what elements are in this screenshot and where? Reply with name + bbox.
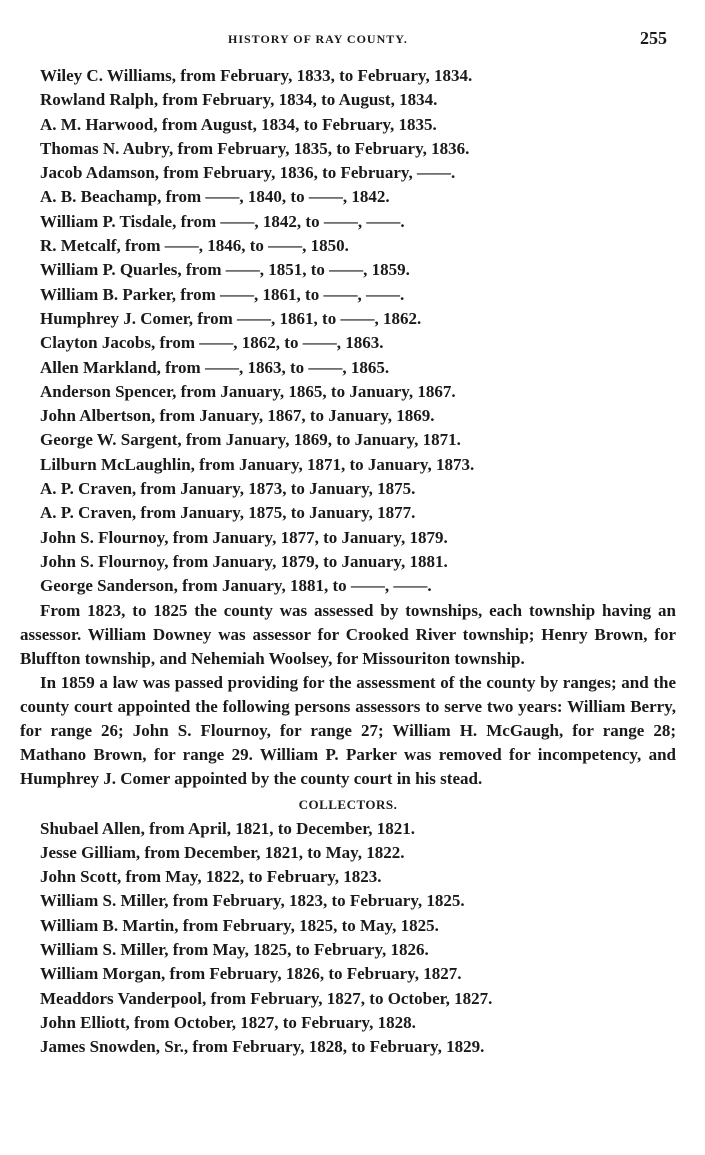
list-item: George W. Sargent, from January, 1869, to January, 1871.: [40, 430, 461, 450]
list-item: Rowland Ralph, from February, 1834, to August, 1834.: [40, 90, 438, 110]
list-item: Shubael Allen, from April, 1821, to December, 1821.: [40, 818, 415, 838]
list-item: James Snowden, Sr., from February, 1828, to February, 1829.: [40, 1037, 485, 1057]
list-item: A. P. Craven, from January, 1875, to January, 1877.: [40, 503, 416, 523]
list-item: R. Metcalf, from ——, 1846, to ——, 1850.: [40, 236, 349, 256]
list-item: Thomas N. Aubry, from February, 1835, to February, 1836.: [40, 138, 470, 158]
list-item: William S. Miller, from May, 1825, to February, 1826.: [40, 940, 429, 960]
list-item: Anderson Spencer, from January, 1865, to January, 1867.: [40, 381, 456, 401]
list-item: William P. Tisdale, from ——, 1842, to ——, ——.: [40, 211, 405, 231]
list-item: William P. Quarles, from ——, 1851, to ——, 1859.: [40, 260, 410, 280]
list-item: George Sanderson, from January, 1881, to ——, ——.: [40, 576, 432, 596]
page-body: [20, 64, 676, 1060]
list-item: Clayton Jacobs, from ——, 1862, to ——, 1863.: [40, 333, 384, 353]
list-item: John S. Flournoy, from January, 1877, to January, 1879.: [40, 527, 448, 547]
list-item: John Albertson, from January, 1867, to January, 1869.: [40, 406, 435, 426]
list-item: John Scott, from May, 1822, to February, 1823.: [40, 867, 382, 887]
list-item: William B. Parker, from ——, 1861, to ——, ——.: [40, 284, 405, 304]
list-item: Humphrey J. Comer, from ——, 1861, to ——, 1862.: [40, 308, 422, 328]
list-item: Jacob Adamson, from February, 1836, to February, ——.: [40, 163, 456, 183]
paragraph-range-assessment: In 1859 a law was passed providing for the assessment of the county by ranges; and the county court appointed the following persons assessors to serve two years: William Berry, for range 26; John S. Flournoy, for range 27; William H. McGaugh, for range 28; Mathano Brown, for range 29. William P. Parker was removed for incompetency, and Humphrey J. Comer appointed by the county court in his stead.: [20, 672, 676, 788]
running-header: [0, 28, 705, 52]
list-item: John S. Flournoy, from January, 1879, to January, 1881.: [40, 551, 448, 571]
collectors-list: [20, 817, 676, 1060]
page-number: 255: [640, 28, 667, 48]
list-item: Meaddors Vanderpool, from February, 1827, to October, 1827.: [40, 988, 493, 1008]
list-item: Allen Markland, from ——, 1863, to ——, 1865.: [40, 357, 390, 377]
list-item: John Elliott, from October, 1827, to February, 1828.: [40, 1012, 416, 1032]
list-item: Wiley C. Williams, from February, 1833, to February, 1834.: [40, 66, 473, 85]
section-heading-collectors: COLLECTORS.: [298, 796, 398, 812]
list-item: William Morgan, from February, 1826, to February, 1827.: [40, 964, 462, 984]
list-item: Jesse Gilliam, from December, 1821, to May, 1822.: [40, 842, 405, 862]
paragraph-township-assessment: From 1823, to 1825 the county was assessed by townships, each township having an assessor. William Downey was assessor for Crooked River township; Henry Brown, for Bluffton township, and Nehemiah Woolsey, for Missouriton township.: [20, 600, 676, 668]
list-item: William S. Miller, from February, 1823, to February, 1825.: [40, 891, 465, 911]
assessors-list: [20, 64, 676, 599]
list-item: William B. Martin, from February, 1825, to May, 1825.: [40, 915, 439, 935]
list-item: A. M. Harwood, from August, 1834, to February, 1835.: [40, 114, 437, 134]
running-title: HISTORY OF RAY COUNTY.: [228, 32, 408, 46]
list-item: A. P. Craven, from January, 1873, to January, 1875.: [40, 479, 416, 499]
list-item: A. B. Beachamp, from ——, 1840, to ——, 1842.: [40, 187, 390, 207]
list-item: Lilburn McLaughlin, from January, 1871, to January, 1873.: [40, 454, 475, 474]
